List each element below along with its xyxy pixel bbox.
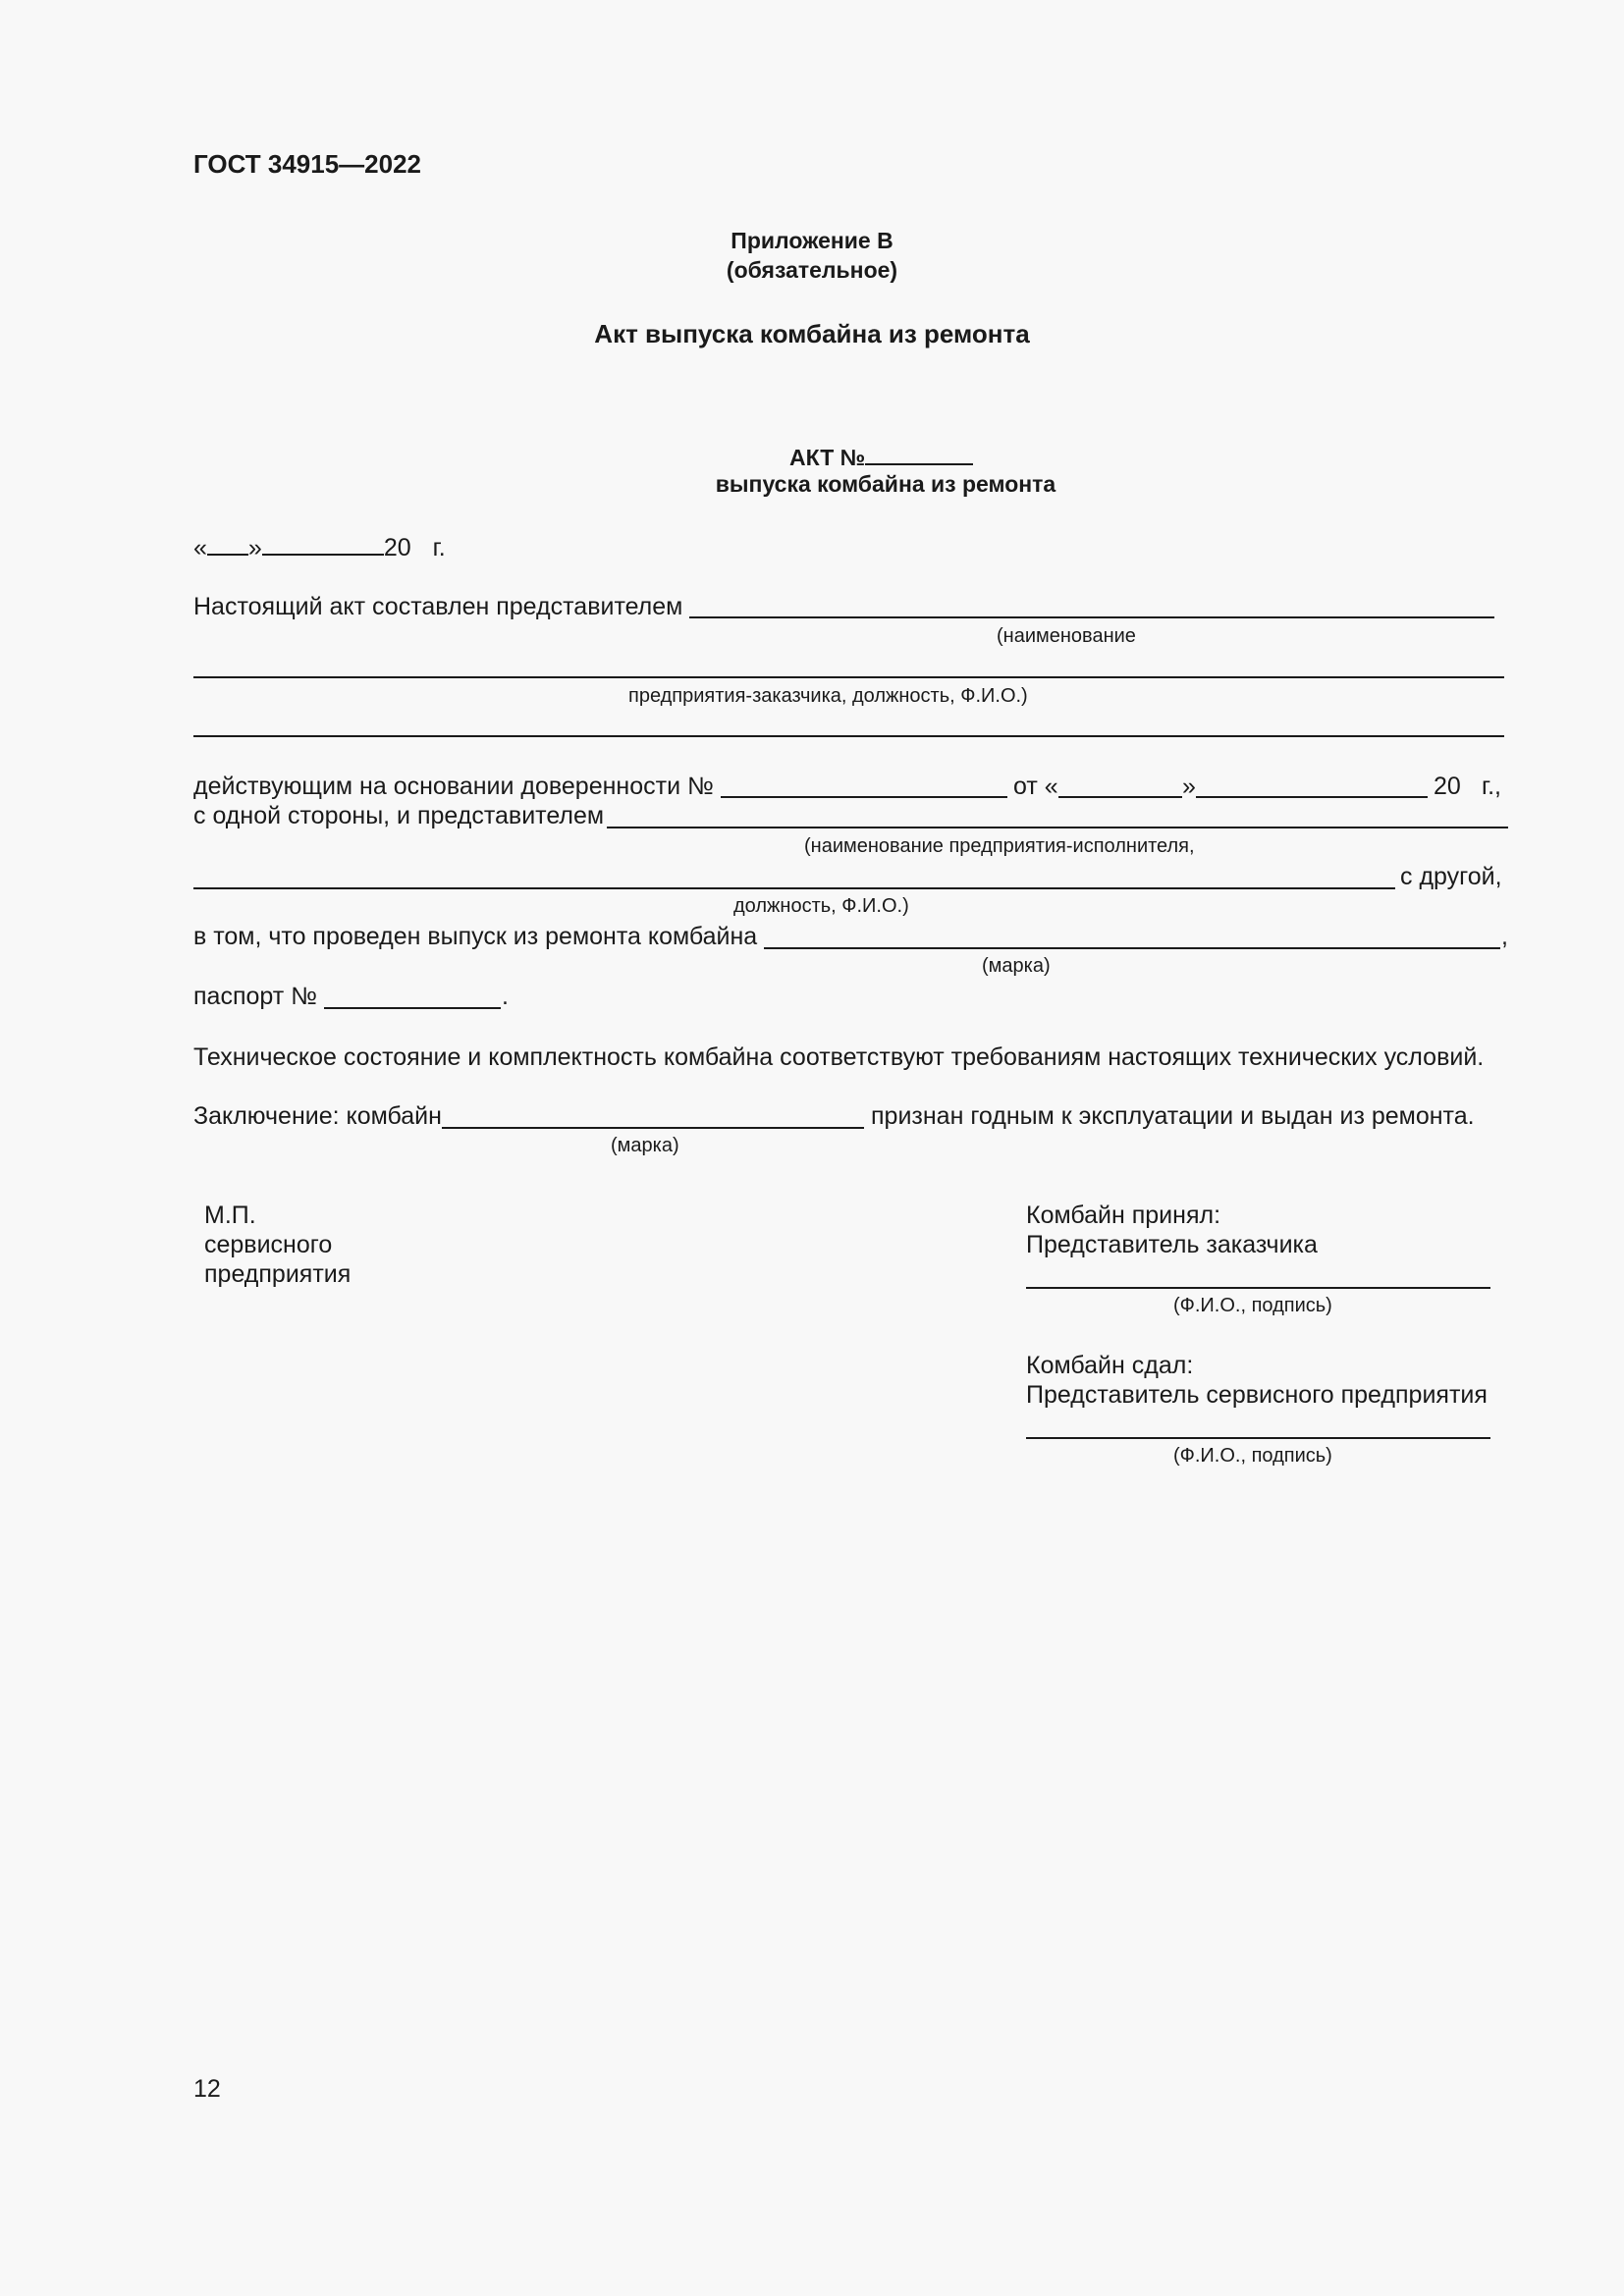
- date-day-field[interactable]: [207, 532, 248, 556]
- combine-brand-field[interactable]: [764, 947, 1500, 949]
- one-side-row: [193, 801, 604, 830]
- accepted-signature-field[interactable]: [1026, 1287, 1490, 1289]
- conclusion-label: Заключение: комбайн: [193, 1102, 442, 1130]
- proxy-month-field[interactable]: [1196, 796, 1428, 798]
- hint-contractor: (наименование предприятия-исполнителя,: [804, 835, 1195, 857]
- stamp-line-1: М.П.: [204, 1201, 256, 1229]
- hint-brand: (марка): [982, 955, 1051, 977]
- handed-hint: (Ф.И.О., подпись): [1173, 1445, 1332, 1467]
- proxy-label: действующим на основании доверенности №: [193, 773, 714, 800]
- customer-field-1[interactable]: [193, 676, 1504, 678]
- accepted-title: Комбайн принял:: [1026, 1201, 1221, 1229]
- date-year-prefix: 20: [383, 534, 411, 561]
- accepted-role: Представитель заказчика: [1026, 1231, 1318, 1258]
- date-close-quote: »: [247, 534, 262, 561]
- stamp-line-3: предприятия: [204, 1260, 352, 1288]
- proxy-from-close: »: [1182, 773, 1196, 800]
- date-open-quote: «: [193, 534, 207, 561]
- act-number-title: [789, 442, 973, 471]
- handed-title: Комбайн сдал:: [1026, 1352, 1194, 1379]
- date-month-field[interactable]: [262, 532, 384, 556]
- customer-field-2[interactable]: [193, 735, 1504, 737]
- act-number-field[interactable]: [865, 442, 973, 465]
- passport-end: .: [502, 983, 509, 1010]
- proxy-number-field[interactable]: [721, 796, 1007, 798]
- date-year-suffix: г.: [432, 534, 446, 561]
- representative-label: Настоящий акт составлен представителем: [193, 593, 683, 620]
- page-number: 12: [193, 2075, 221, 2103]
- proxy-from: [1013, 772, 1058, 801]
- representative-row: [193, 592, 682, 621]
- handed-signature-field[interactable]: [1026, 1437, 1490, 1439]
- proxy-day-field[interactable]: [1058, 796, 1182, 798]
- standard-number: ГОСТ 34915—2022: [193, 149, 421, 179]
- conclusion-text: признан годным к эксплуатации и выдан из ремонта.: [871, 1102, 1475, 1130]
- one-side-label: с одной стороны, и представителем: [193, 802, 605, 829]
- accepted-hint: (Ф.И.О., подпись): [1173, 1295, 1332, 1316]
- technical-state: Техническое состояние и комплектность комбайна соответствуют требованиям настоящих технических условий.: [193, 1043, 1485, 1071]
- proxy-year: 20: [1434, 773, 1461, 800]
- passport-row: [193, 982, 317, 1011]
- hint-position: должность, Ф.И.О.): [733, 895, 909, 917]
- passport-number-field[interactable]: [324, 1007, 501, 1009]
- release-row: [193, 922, 757, 951]
- appendix-name: Акт выпуска комбайна из ремонта: [594, 319, 1030, 348]
- handed-role: Представитель сервисного предприятия: [1026, 1381, 1488, 1409]
- other-side-label: с другой,: [1400, 863, 1502, 890]
- contractor-field-2[interactable]: [193, 887, 1395, 889]
- hint-name: (наименование: [997, 625, 1136, 647]
- hint-customer: предприятия-заказчика, должность, Ф.И.О.): [628, 685, 1028, 707]
- proxy-row: [193, 772, 714, 801]
- appendix-status: (обязательное): [726, 257, 898, 283]
- conclusion-brand-field[interactable]: [442, 1127, 864, 1129]
- representative-field[interactable]: [689, 616, 1494, 618]
- from-label: от «: [1013, 773, 1058, 800]
- stamp-line-2: сервисного: [204, 1231, 333, 1258]
- release-end: ,: [1501, 923, 1508, 950]
- proxy-year-suffix: г.,: [1482, 773, 1501, 800]
- passport-label: паспорт №: [193, 983, 317, 1010]
- act-date-row: [193, 532, 446, 562]
- appendix-title: Приложение В: [731, 228, 893, 253]
- act-subtitle: выпуска комбайна из ремонта: [715, 471, 1056, 497]
- release-label: в том, что проведен выпуск из ремонта комбайна: [193, 923, 758, 950]
- act-number-label: АКТ №: [789, 445, 866, 470]
- hint-brand-2: (марка): [611, 1135, 679, 1156]
- contractor-field[interactable]: [607, 827, 1508, 828]
